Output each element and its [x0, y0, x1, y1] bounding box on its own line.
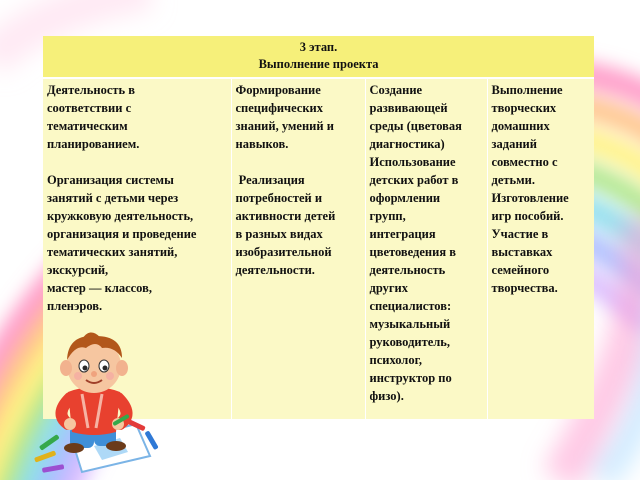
crayon-icon: [34, 450, 56, 462]
text-line: активности детей: [235, 209, 336, 223]
text-line: семейного: [491, 263, 550, 277]
text-line: развивающей: [369, 101, 448, 115]
text-line: тематическим: [47, 119, 128, 133]
text-line: знаний, умений и: [235, 119, 334, 133]
text-line: соответствии с: [47, 101, 132, 115]
text-line: домашних: [491, 119, 550, 133]
text-line: среды (цветовая: [369, 119, 462, 133]
text-line: психолог,: [369, 353, 422, 367]
text-line: творческих: [491, 101, 557, 115]
text-line: заданий: [491, 137, 537, 151]
blank-line: [236, 153, 361, 171]
text-line: групп,: [369, 209, 406, 223]
column-environment: [365, 78, 487, 419]
text-line: инструктор по: [369, 371, 452, 385]
text-line: Реализация: [235, 173, 305, 187]
text-line: специфических: [235, 101, 324, 115]
text-line: физо).: [369, 389, 404, 403]
text-line: пленэров.: [47, 299, 103, 313]
blank-line: [47, 153, 227, 171]
text-line: потребностей и: [235, 191, 323, 205]
text-line: Участие в: [491, 227, 549, 241]
text-line: в разных видах: [235, 227, 323, 241]
text-line: оформлении: [369, 191, 441, 205]
text-line: диагностика): [369, 137, 445, 151]
text-line: цветоведения в: [369, 245, 456, 259]
text-line: детьми.: [491, 173, 535, 187]
text-line: руководитель,: [369, 335, 451, 349]
text-line: других: [369, 281, 408, 295]
text-line: Изготовление: [491, 191, 569, 205]
text-line: организация и проведение: [47, 227, 197, 241]
text-line: планированием.: [47, 137, 140, 151]
text-line: навыков.: [235, 137, 289, 151]
text-line: Формирование: [235, 83, 321, 97]
text-line: экскурсий,: [47, 263, 109, 277]
text-line: творчества.: [491, 281, 558, 295]
text-line: занятий с детьми через: [47, 191, 179, 205]
stage-number: 3 этап.: [299, 40, 338, 54]
crayon-icon: [42, 464, 65, 473]
text-line: изобразительной: [235, 245, 332, 259]
text-line: выставках: [491, 245, 553, 259]
crayon-icon: [39, 434, 60, 451]
text-line: игр пособий.: [491, 209, 564, 223]
column-skills: [231, 78, 365, 419]
text-line: интеграция: [369, 227, 436, 241]
text-line: Выполнение: [491, 83, 563, 97]
stage-header: [43, 36, 594, 78]
stage-title: Выполнение проекта: [258, 57, 379, 71]
text-line: музыкальный: [369, 317, 451, 331]
text-line: Деятельность в: [47, 83, 136, 97]
text-line: деятельности.: [235, 263, 315, 277]
text-line: кружковую деятельность,: [47, 209, 194, 223]
text-line: тематических занятий,: [47, 245, 178, 259]
text-line: детских работ в: [369, 173, 459, 187]
text-line: Организация системы: [47, 173, 174, 187]
text-line: Использование: [369, 155, 456, 169]
text-line: совместно с: [491, 155, 558, 169]
text-line: деятельность: [369, 263, 446, 277]
text-line: Создание: [369, 83, 423, 97]
text-line: мастер — классов,: [47, 281, 152, 295]
drawing-boy-illustration: [24, 328, 164, 476]
column-family: [487, 78, 594, 419]
text-line: специалистов:: [369, 299, 452, 313]
